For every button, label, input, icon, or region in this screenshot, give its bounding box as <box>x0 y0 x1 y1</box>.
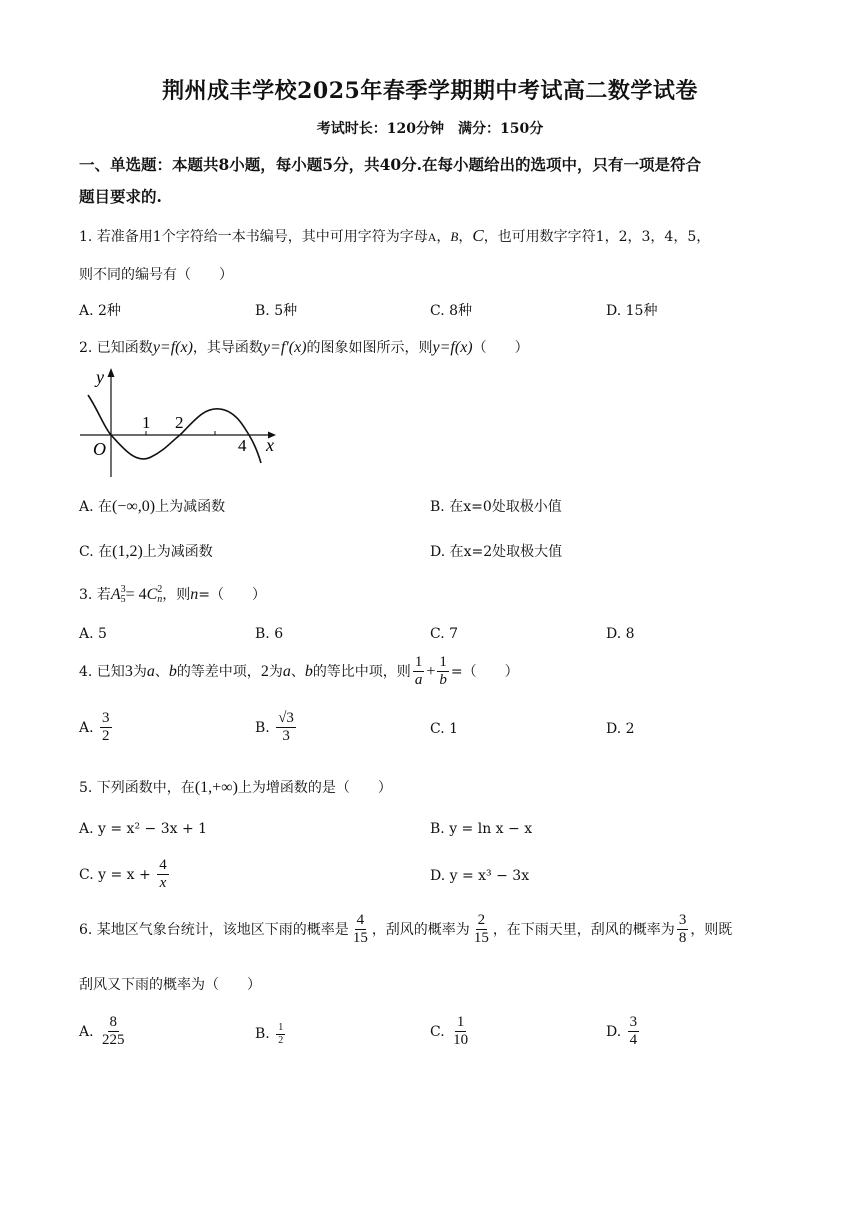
frac-1-over-a: $\frac{1}{a}$ <box>414 654 423 689</box>
q3-option-d[interactable]: D. 8 <box>606 626 635 642</box>
tick-label-2: 2 <box>175 413 184 432</box>
question-1-line1: 1. 若准备用1个字符给一本书编号，其中可用字符为字母A，B，C，也可用数字字符1，2，3，4，5， <box>79 226 711 245</box>
q6-option-d[interactable]: D. $\frac{3}{4}$ <box>606 1014 638 1049</box>
question-1-line2: 则不同的编号有（ ） <box>79 267 233 283</box>
question-3: 3. 若A 3 5 = 4C 2 n ，则n=（ ） <box>79 584 267 605</box>
question-6-line1: 6. 某地区气象台统计，该地区下雨的概率是 $\frac{4}{15}$ ，刮风的概率为 $\frac{2}{15}$ ，在下雨天里，刮风的概率为 $\frac{3}{8}$ ，则既 <box>79 912 733 947</box>
q1-option-b[interactable]: B. 5种 <box>255 303 298 319</box>
tick-label-1: 1 <box>142 413 151 432</box>
q2-option-a[interactable]: A. 在(−∞,0)上为减函数 <box>79 498 226 515</box>
q4-option-c[interactable]: C. 1 <box>430 721 459 737</box>
x-label: x <box>266 435 274 455</box>
question-2: 2. 已知函数y=f(x)，其导函数y=f′(x)的图象如图所示，则y=f(x)（ ） <box>79 339 529 356</box>
question-6-line2: 刮风又下雨的概率为（ ） <box>79 977 261 993</box>
derivative-graph <box>76 365 286 480</box>
q1-option-d[interactable]: D. 15种 <box>606 303 658 319</box>
exam-subtitle: 考试时长：120分钟 满分：150分 <box>316 121 544 137</box>
section-heading-cont: 题目要求的. <box>79 187 162 206</box>
question-4: 4. 已知3为a、b的等差中项，2为a、b的等比中项，则 $\frac{1}{a}$ + $\frac{1}{b}$ =（ ） <box>79 654 519 689</box>
exam-title: 荆州成丰学校2025年春季学期期中考试高二数学试卷 <box>162 78 698 104</box>
q2-option-b[interactable]: B. 在x=0处取极小值 <box>430 499 562 515</box>
q5-option-d[interactable]: D. y = x³ − 3x <box>430 868 530 884</box>
q4-option-a[interactable]: A. $\frac{3}{2}$ <box>79 710 110 745</box>
q4-option-d[interactable]: D. 2 <box>606 721 635 737</box>
q6-option-a[interactable]: A. $\frac{8}{225}$ <box>79 1014 125 1049</box>
q1-option-c[interactable]: C. 8种 <box>430 303 473 319</box>
q3-option-a[interactable]: A. 5 <box>79 626 107 642</box>
q6-option-c[interactable]: C. $\frac{1}{10}$ <box>430 1014 469 1049</box>
frac-1-over-b: $\frac{1}{b}$ <box>439 654 447 689</box>
q5-option-a[interactable]: A. y = x² − 3x + 1 <box>79 821 208 837</box>
question-5: 5. 下列函数中，在(1,+∞)上为增函数的是（ ） <box>79 779 392 796</box>
q4-option-b[interactable]: B. $\frac{√3}{3}$ <box>255 710 294 745</box>
q3-option-c[interactable]: C. 7 <box>430 626 459 642</box>
y-label: y <box>96 367 104 387</box>
tick-label-4: 4 <box>238 436 247 455</box>
q5-option-b[interactable]: B. y = ln x − x <box>430 821 533 837</box>
q6-option-b[interactable]: B. $\frac{1}{2}$ <box>255 1022 284 1046</box>
y-axis-arrow <box>108 368 115 377</box>
q5-option-c[interactable]: C. y = x + $\frac{4}{x}$ <box>79 857 167 892</box>
origin-label: O <box>93 439 106 459</box>
q2-option-c[interactable]: C. 在(1,2)上为减函数 <box>79 543 213 560</box>
q2-option-d[interactable]: D. 在x=2处取极大值 <box>430 544 563 560</box>
q3-option-b[interactable]: B. 6 <box>255 626 284 642</box>
section-heading: 一、单选题：本题共8小题，每小题5分，共40分.在每小题给出的选项中，只有一项是符合 <box>79 155 702 174</box>
q1-option-a[interactable]: A. 2种 <box>79 303 121 319</box>
